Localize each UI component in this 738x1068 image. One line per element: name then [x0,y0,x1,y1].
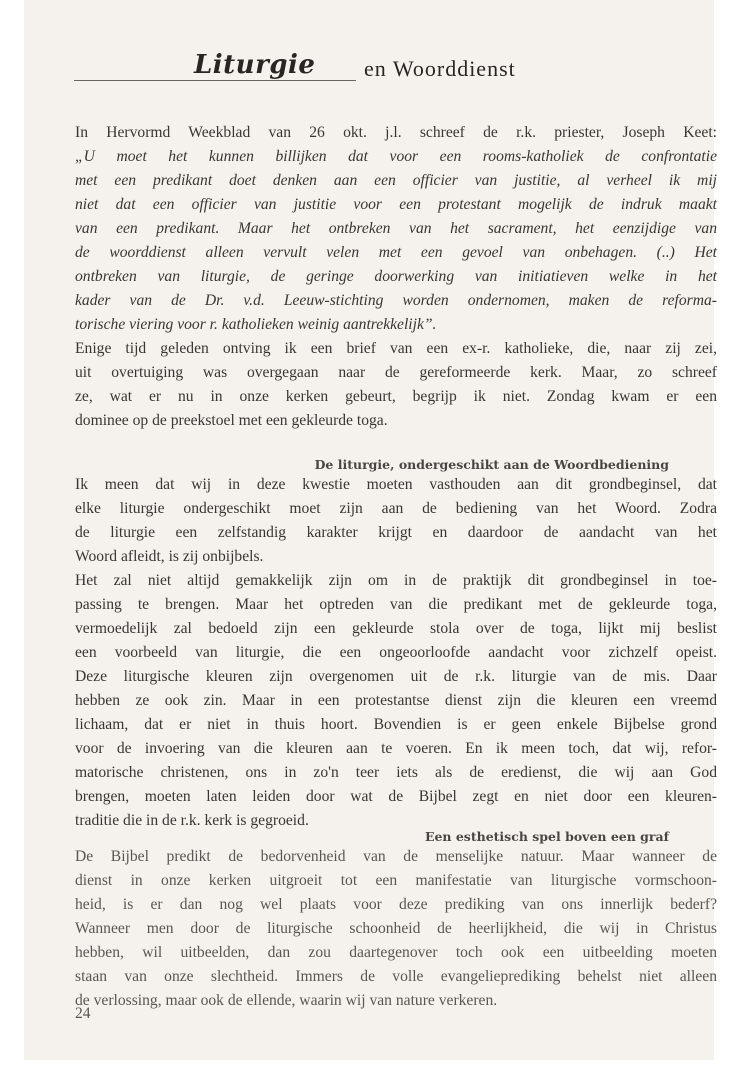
text-line: een voorbeeld van liturgie, die een ongeoorloofde aandacht voor zichzelf opeist. [75,644,717,661]
page-header [74,50,674,90]
text-line: Het zal niet altijd gemakkelijk zijn om in de praktijk dit grondbeginsel in toe- [75,572,717,589]
text-line: passing te brengen. Maar het optreden van die predikant met de gekleurde toga, [75,596,717,613]
text-line: kader van de Dr. v.d. Leeuw-stichting worden ondernomen, maken de reforma- [75,292,717,309]
text-line: Deze liturgische kleuren zijn overgenomen uit de r.k. liturgie van de mis. Daar [75,668,717,685]
text-line: ontbreken van liturgie, de geringe doorwerking van initiatieven welke in het [75,268,717,285]
text-line: De Bijbel predikt de bedorvenheid van de menselijke natuur. Maar wanneer de [75,848,717,865]
text-line: ze, wat er nu in onze kerken gebeurt, begrijp ik niet. Zondag kwam er een [75,388,717,405]
book-page [24,0,717,1060]
text-line: traditie die in de r.k. kerk is gegroeid. [75,812,309,829]
text-line: dienst in onze kerken uitgroeit tot een manifestatie van liturgische vormschoon- [75,872,717,889]
text-line: Ik meen dat wij in deze kwestie moeten vasthouden aan dit grondbeginsel, dat [75,476,717,493]
text-line: van een predikant. Maar het ontbreken van het sacrament, het eenzijdige van [75,220,717,237]
text-line: lichaam, dat er niet in thuis hoort. Bovendien is er geen enkele Bijbelse grond [75,716,717,733]
text-line: niet dat een officier van justitie voor een protestant mogelijk de indruk maakt [75,196,717,213]
text-line: hebben ze ook zin. Maar in een protestantse dienst zijn die kleuren een vreemd [75,692,717,709]
text-line: matorische christenen, ons in zo'n teer iets als de eredienst, die wij aan God [75,764,717,781]
text-line: elke liturgie ondergeschikt moet zijn aan de bediening van het Woord. Zodra [75,500,717,517]
text-line: voor de invoering van die kleuren aan te voeren. En ik meen toch, dat wij, refor- [75,740,717,757]
text-line: „U moet het kunnen billijken dat voor een rooms-katholiek de confrontatie [75,148,717,165]
section-heading: Een esthetisch spel boven een graf [424,829,669,844]
text-line: Wanneer men door de liturgische schoonheid de heerlijkheid, die wij in Christus [75,920,717,937]
text-line: staan van onze slechtheid. Immers de volle evangelieprediking behelst niet alleen [75,968,717,985]
text-line: de woorddienst alleen vervult velen met een gevoel van onbehagen. (..) Het [75,244,717,261]
page-number: 24 [75,1005,91,1022]
header-underline [74,80,356,81]
text-line: dominee op de preekstoel met een gekleurde toga. [75,412,388,429]
text-line: de liturgie een zelfstandig karakter krijgt en daardoor de aandacht van het [75,524,717,541]
text-line: de verlossing, maar ook de ellende, waarin wij van nature verkeren. [75,992,498,1009]
text-line: brengen, moeten laten leiden door wat de Bijbel zegt en niet door een kleuren- [75,788,717,805]
text-line: Woord afleidt, is zij onbijbels. [75,548,264,565]
text-line: met een predikant doet denken aan een officier van justitie, al verheel ik mij [75,172,717,189]
text-line: uit overtuiging was overgegaan naar de gereformeerde kerk. Maar, zo schreef [75,364,717,381]
text-line: heid, is er dan nog wel plaats voor deze prediking van ons innerlijk bederf? [75,896,717,913]
header-title-rest: en Woorddienst [364,56,516,81]
section-heading: De liturgie, ondergeschikt aan de Woordbediening [314,457,669,472]
text-line: hebben, wil uitbeelden, dan zou daartegenover toch ook een uitbeelding moeten [75,944,717,961]
text-line: torische viering voor r. katholieken weinig aantrekkelijk”. [75,316,437,333]
text-line: Enige tijd geleden ontving ik een brief van een ex-r. katholieke, die, naar zij zei, [75,340,717,357]
text-line: In Hervormd Weekblad van 26 okt. j.l. schreef de r.k. priester, Joseph Keet: [75,124,717,141]
text-line: vermoedelijk zal bedoeld zijn een gekleurde stola over de toga, lijkt mij beslist [75,620,717,637]
header-script-title: Liturgie [194,50,316,80]
